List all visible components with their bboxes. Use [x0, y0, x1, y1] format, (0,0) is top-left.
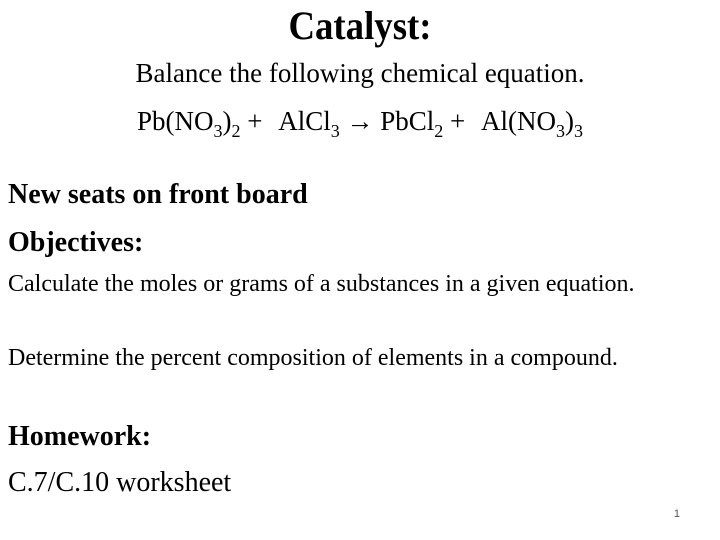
equation-subscript: 3 — [574, 121, 584, 141]
equation-subscript: 3 — [556, 121, 566, 141]
page-number: 1 — [673, 508, 680, 520]
equation-part: + — [240, 106, 270, 136]
equation-part: → PbCl — [339, 106, 435, 136]
homework-heading: Homework: — [8, 421, 152, 452]
equation-part: AlCl — [278, 106, 331, 136]
equation-subscript: 3 — [330, 121, 340, 141]
chemical-equation — [0, 104, 720, 141]
catalyst-instruction: Balance the following chemical equation. — [135, 58, 585, 88]
equation-part: + — [443, 106, 473, 136]
new-seats-notice: New seats on front board — [8, 179, 308, 210]
objectives-heading: Objectives: — [8, 227, 144, 258]
equation-subscript: 2 — [231, 121, 241, 141]
equation-part: ) — [565, 106, 575, 136]
equation-part: Pb(NO — [136, 106, 214, 136]
slide-title: Catalyst: — [288, 3, 432, 48]
equation-part: Al(NO — [481, 106, 557, 136]
objective-item-1: Calculate the moles or grams of a substances in a given equation. — [8, 271, 635, 297]
homework-text: C.7/C.10 worksheet — [8, 467, 232, 498]
equation-subscript: 3 — [213, 121, 223, 141]
equation-subscript: 2 — [434, 121, 444, 141]
objective-item-2: Determine the percent composition of elements in a compound. — [8, 345, 618, 371]
equation-part: ) — [222, 106, 232, 136]
